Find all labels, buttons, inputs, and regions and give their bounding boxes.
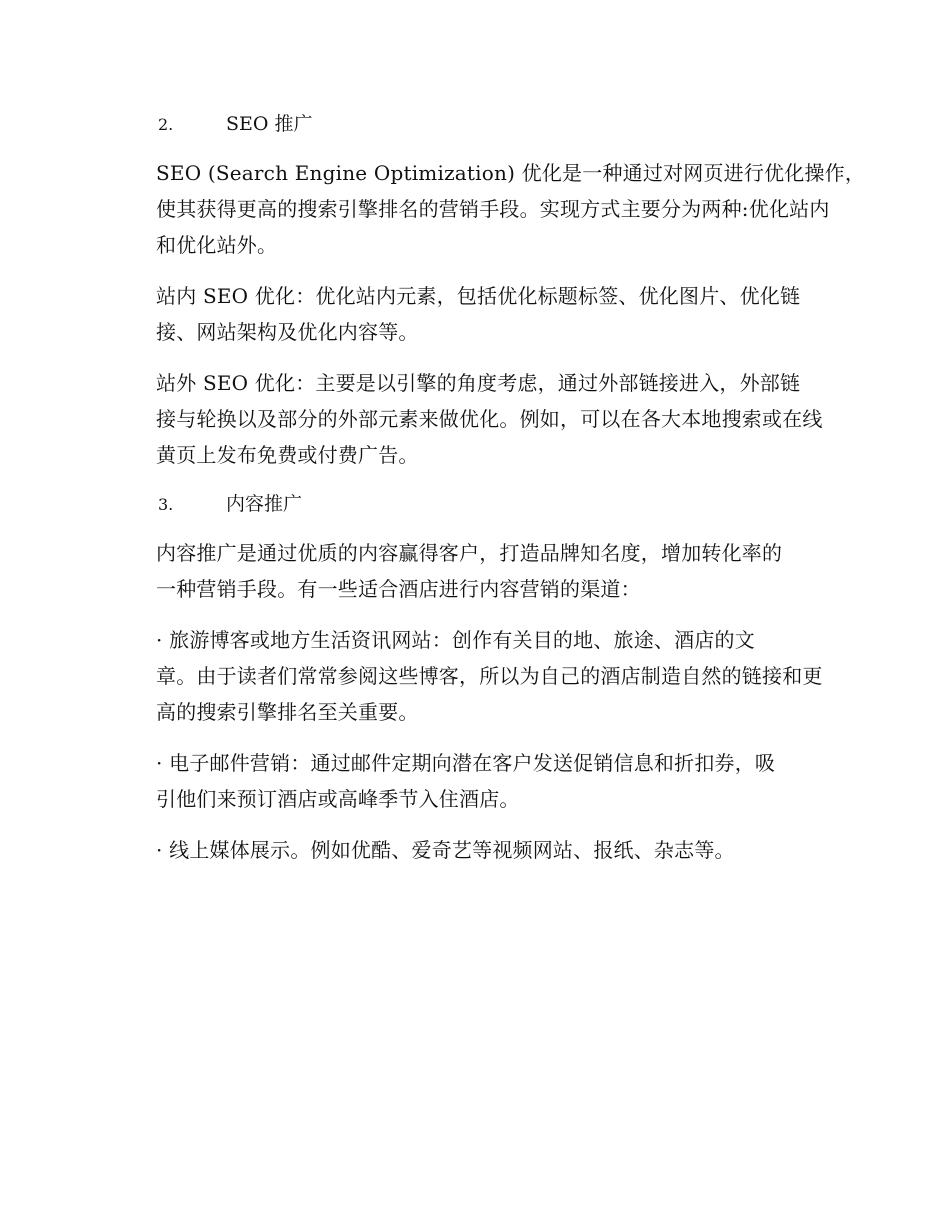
bullet-travel-blogs bbox=[112, 622, 837, 730]
paragraph-line: 站内 SEO 优化：优化站内元素，包括优化标题标签、优化图片、优化链 bbox=[156, 284, 801, 308]
paragraph-line: 接、网站架构及优化内容等。 bbox=[156, 320, 419, 344]
paragraph-line: 内容推广是通过优质的内容赢得客户，打造品牌知名度，增加转化率的 bbox=[156, 541, 783, 565]
section-heading-content bbox=[112, 488, 837, 520]
paragraph-line: 接与轮换以及部分的外部元素来做优化。例如，可以在各大本地搜索或在线 bbox=[156, 407, 823, 431]
paragraph-line: 高的搜索引擎排名至关重要。 bbox=[156, 700, 419, 724]
paragraph-line: 使其获得更高的搜索引擎排名的营销手段。实现方式主要分为两种:优化站内 bbox=[156, 197, 830, 221]
section-title: 内容推广 bbox=[226, 493, 303, 515]
section-heading-seo bbox=[112, 108, 837, 140]
paragraph-line: · 电子邮件营销：通过邮件定期向潜在客户发送促销信息和折扣券，吸 bbox=[156, 751, 776, 775]
paragraph-content-intro bbox=[112, 535, 837, 607]
paragraph-line: · 线上媒体展示。例如优酷、爱奇艺等视频网站、报纸、杂志等。 bbox=[156, 838, 735, 862]
paragraph-line: 站外 SEO 优化：主要是以引擎的角度考虑，通过外部链接进入，外部链 bbox=[156, 371, 801, 395]
paragraph-line: 一种营销手段。有一些适合酒店进行内容营销的渠道： bbox=[156, 577, 641, 601]
paragraph-line: 和优化站外。 bbox=[156, 233, 278, 257]
bullet-email-marketing bbox=[112, 745, 837, 817]
document-body bbox=[112, 108, 866, 883]
paragraph-line: 章。由于读者们常常参阅这些博客，所以为自己的酒店制造自然的链接和更 bbox=[156, 664, 823, 688]
paragraph-onsite-seo bbox=[112, 278, 837, 350]
paragraph-line: 黄页上发布免费或付费广告。 bbox=[156, 443, 419, 467]
paragraph-line: · 旅游博客或地方生活资讯网站：创作有关目的地、旅途、酒店的文 bbox=[156, 628, 755, 652]
paragraph-line: 引他们来预订酒店或高峰季节入住酒店。 bbox=[156, 787, 520, 811]
section-title: SEO 推广 bbox=[226, 113, 313, 135]
section-number: 3. bbox=[158, 495, 174, 514]
section-number: 2. bbox=[158, 115, 174, 134]
bullet-online-media bbox=[112, 832, 837, 868]
paragraph-line: SEO (Search Engine Optimization) 优化是一种通过对网页进行优化操作， bbox=[156, 161, 866, 185]
paragraph-offsite-seo bbox=[112, 365, 837, 473]
paragraph-seo-intro bbox=[112, 155, 866, 263]
